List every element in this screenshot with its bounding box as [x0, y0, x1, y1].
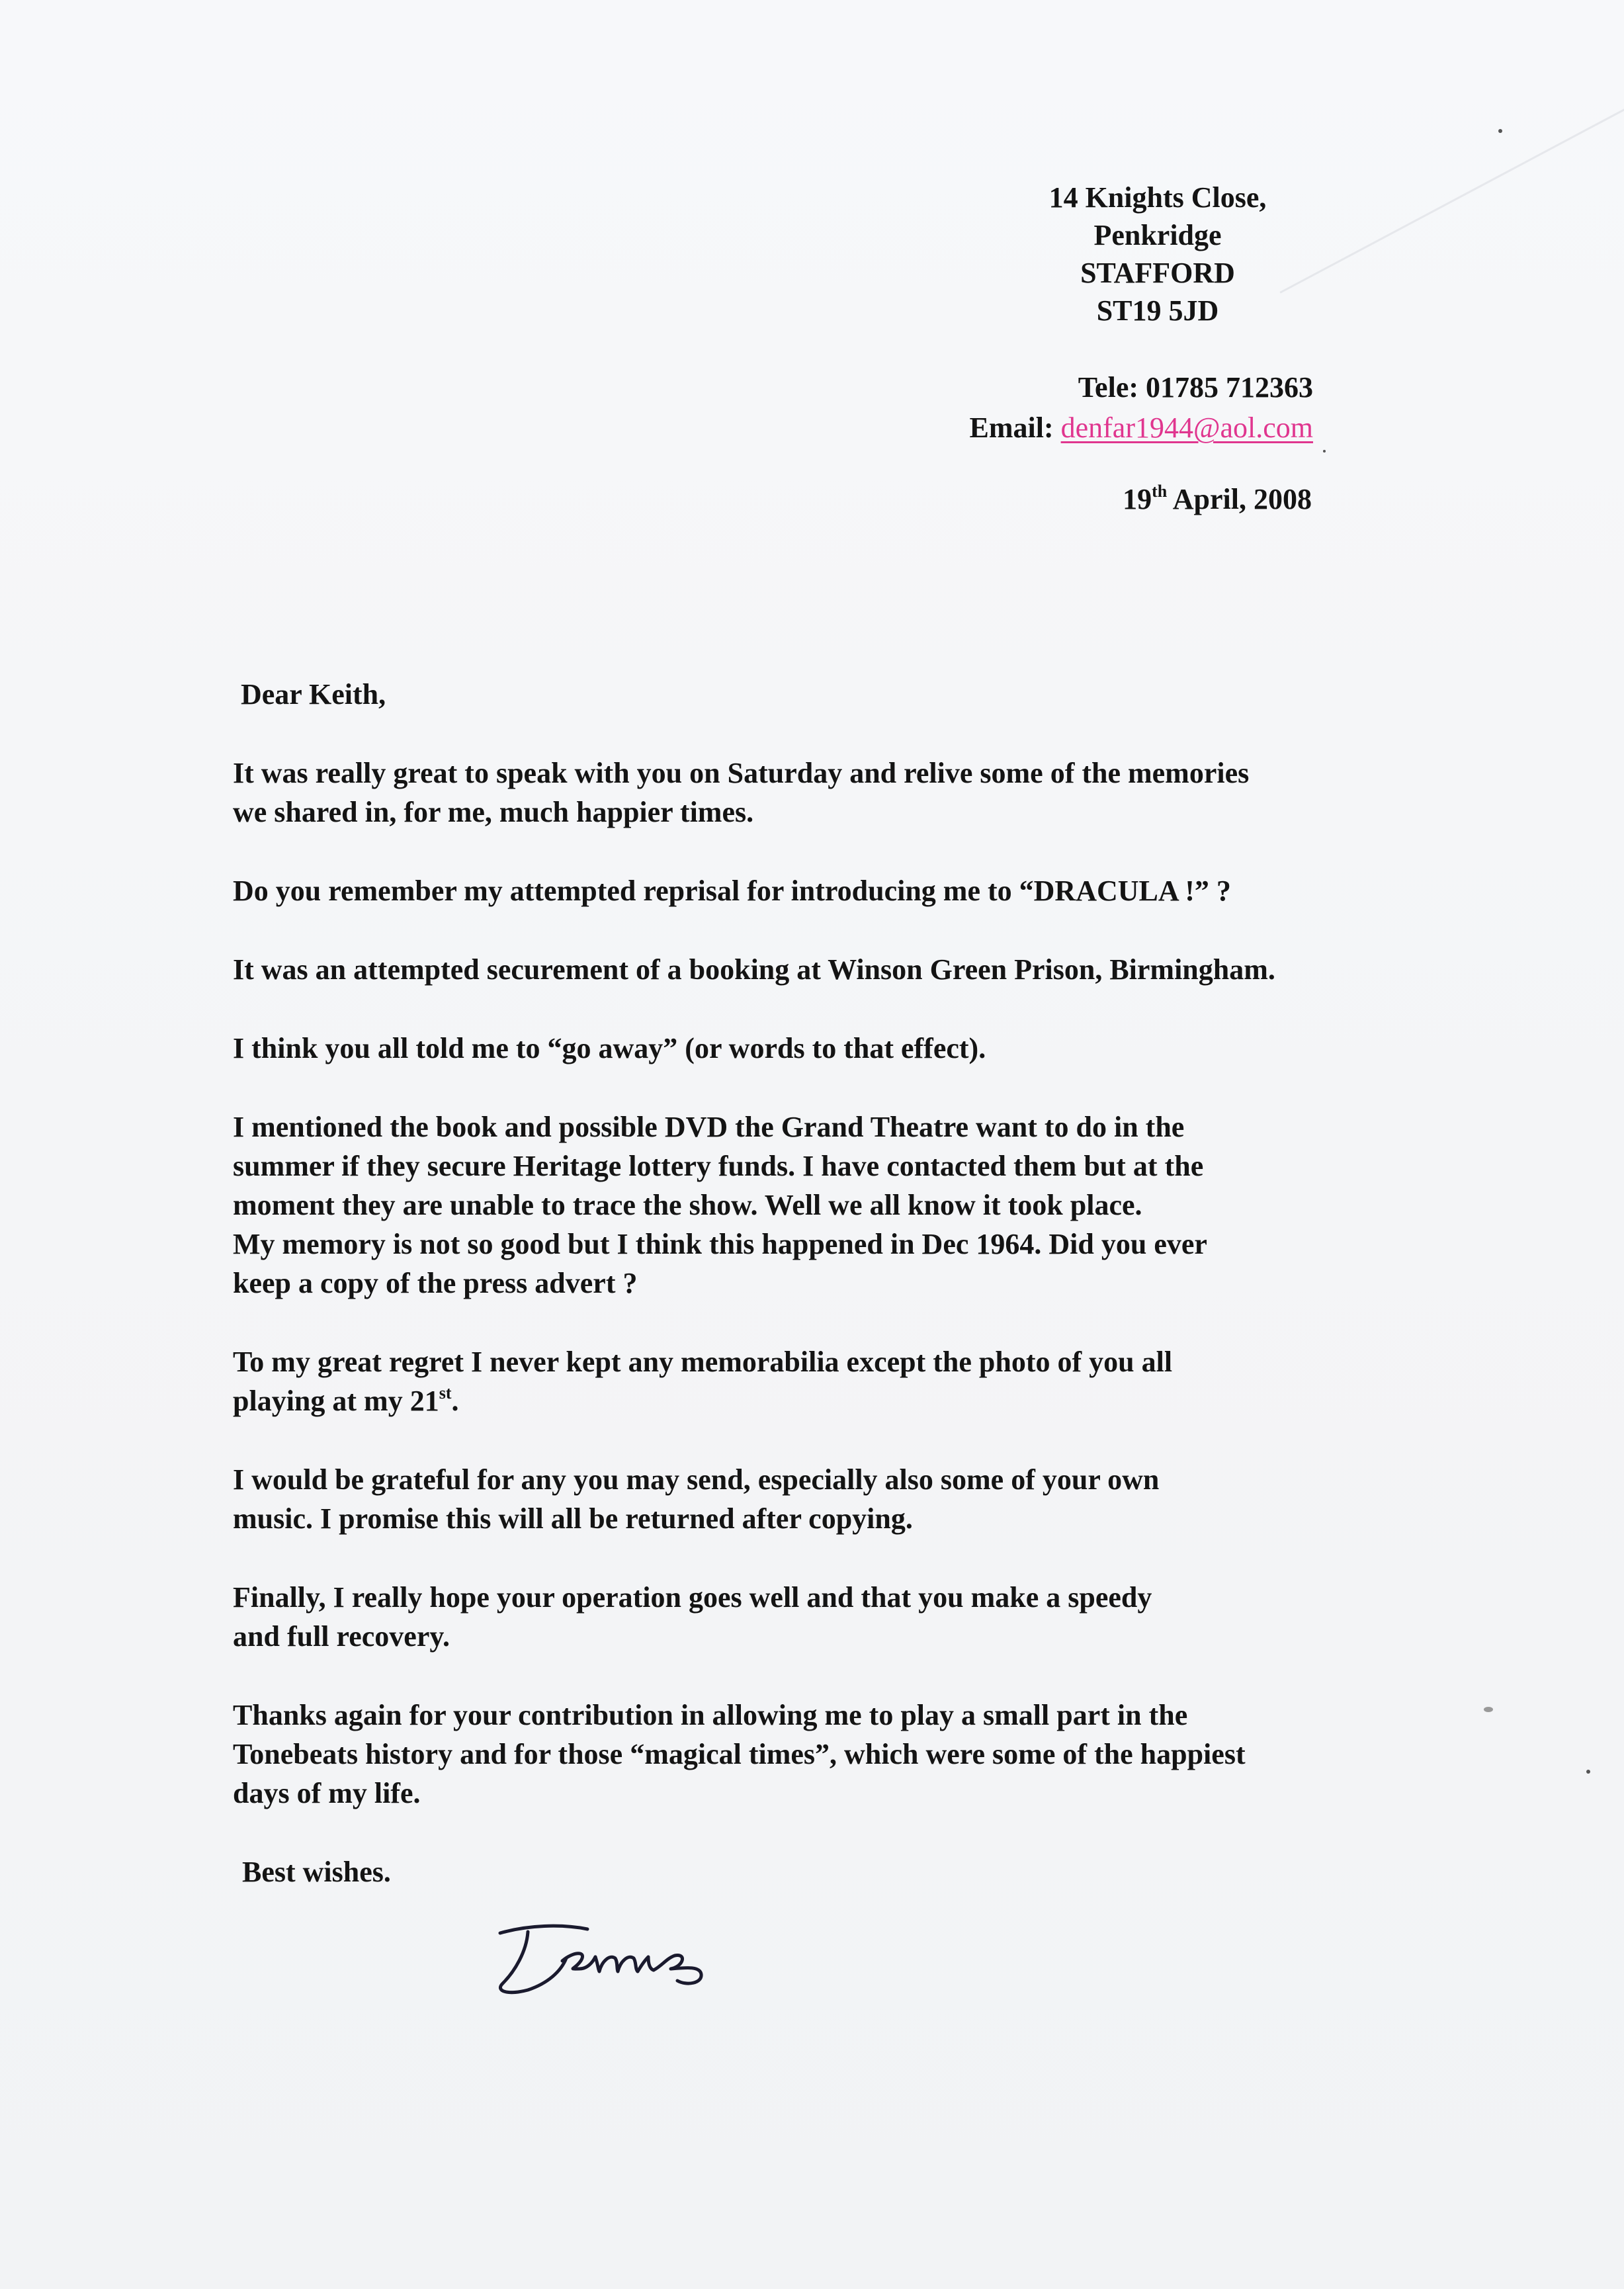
paragraph-7: I would be grateful for any you may send, especially also some of your own music. I promise this will all be returned after copying.	[233, 1463, 1160, 1535]
salutation: Dear Keith,	[241, 678, 386, 711]
paragraph-2: Do you remember my attempted reprisal for introducing me to “DRACULA !” ?	[233, 875, 1231, 907]
paragraph-6-text: To my great regret I never kept any memorabilia except the photo of you all playing at my 21	[233, 1346, 1173, 1417]
handwritten-signature	[488, 1905, 766, 2005]
address-line-town: Penkridge	[1093, 219, 1222, 251]
date-day-suffix: th	[1152, 482, 1168, 501]
telephone-number: 01785 712363	[1146, 371, 1313, 404]
email-link[interactable]: denfar1944@aol.com	[1060, 411, 1313, 444]
letter-date	[1123, 480, 1312, 519]
paragraph-3: It was an attempted securement of a booking at Winson Green Prison, Birmingham.	[233, 953, 1275, 986]
letter-body	[233, 675, 1463, 1931]
paragraph-5: I mentioned the book and possible DVD the Grand Theatre want to do in the summer if they secure Heritage lottery funds. I have contacted them but at the moment they are unable to trace the show. Well we all know it took place. My memory is not so good but I think this happened in Dec 1964. Did you ever keep a copy of the press advert ?	[233, 1111, 1207, 1299]
paragraph-6-end: .	[451, 1385, 459, 1417]
telephone-label: Tele:	[1078, 371, 1138, 404]
address-line-postcode: ST19 5JD	[1096, 294, 1219, 327]
paper-speck	[1484, 1707, 1493, 1712]
contact-block	[970, 367, 1314, 448]
paper-speck	[1498, 129, 1502, 133]
paragraph-4: I think you all told me to “go away” (or words to that effect).	[233, 1032, 986, 1064]
paragraph-1: It was really great to speak with you on Saturday and relive some of the memories we shared in, for me, much happier times.	[233, 757, 1250, 828]
paragraph-8: Finally, I really hope your operation goes well and that you make a speedy and full recovery.	[233, 1581, 1152, 1653]
address-line-county: STAFFORD	[1080, 257, 1235, 289]
date-day: 19	[1123, 483, 1152, 515]
closing: Best wishes.	[242, 1856, 391, 1888]
sender-address	[992, 179, 1323, 329]
telephone-line	[970, 367, 1314, 408]
email-line	[970, 408, 1314, 448]
paragraph-9: Thanks again for your contribution in allowing me to play a small part in the Tonebeats history and for those “magical times”, which were some of the happiest days of my life.	[233, 1699, 1246, 1809]
paper-speck	[1323, 450, 1326, 453]
paragraph-6	[233, 1342, 1463, 1420]
ordinal-suffix: st	[439, 1383, 452, 1403]
date-month-year: April, 2008	[1172, 483, 1312, 515]
paper-speck	[1586, 1770, 1590, 1774]
email-label: Email:	[969, 411, 1054, 444]
address-line-street: 14 Knights Close,	[1048, 181, 1267, 214]
